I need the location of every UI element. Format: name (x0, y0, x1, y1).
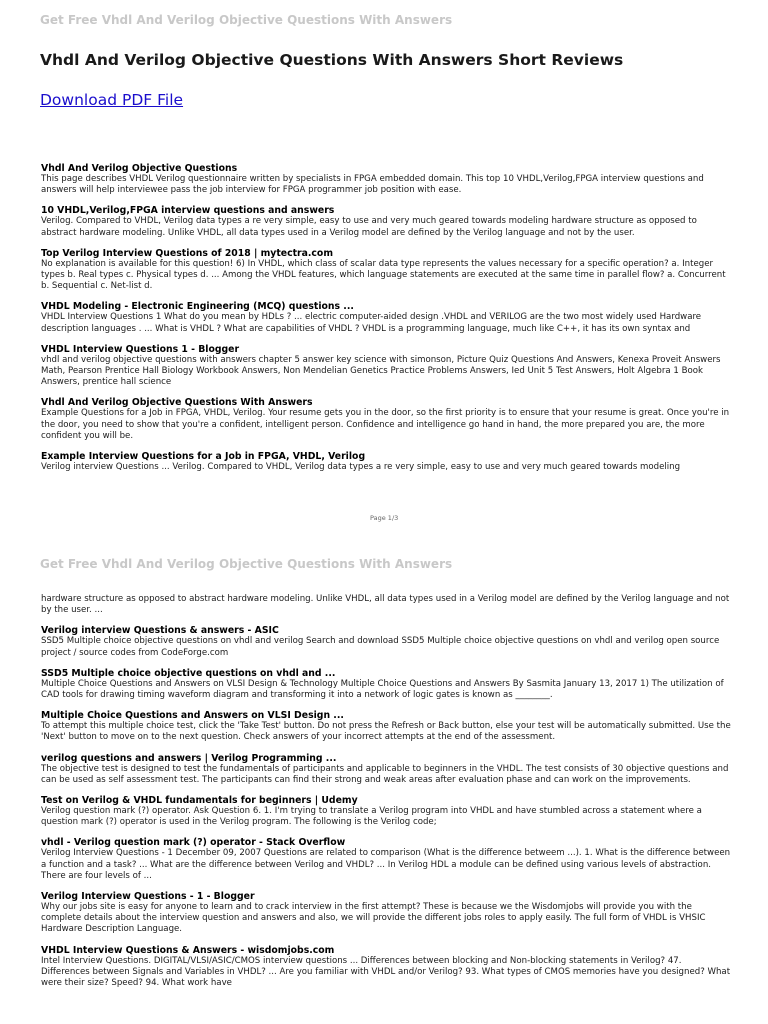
entry-text: hardware structure as opposed to abstract hardware modeling. Unlike VHDL, all data types used in a Verilog model are defined by the Verilog language and not by the user. ... (41, 594, 730, 616)
entry-text: Multiple Choice Questions and Answers on VLSI Design & Technology Multiple Choice Questions and Answers By Sasmita January 13, 2017 1) The utilization of CAD tools for drawing timing waveform diagram and transforming it into a network of logic gates is known as ________. (41, 678, 724, 701)
page1-content (41, 163, 731, 482)
page-title: Vhdl And Verilog Objective Questions With Answers Short Reviews (40, 51, 624, 69)
entry-text: Why our jobs site is easy for anyone to learn and to crack interview in the first attempt? These is because we the Wisdomjobs will provide you with the complete details about the interview question and answers and also, we will provide the different jobs roles to apply easily. The full form of VHDL is VHSIC Hardware Description Language. (41, 902, 706, 935)
entry-heading[interactable]: Test on Verilog & VHDL fundamentals for beginners | Udemy (41, 795, 358, 807)
entry-heading[interactable]: Multiple Choice Questions and Answers on VLSI Design ... (41, 710, 344, 722)
entry-heading[interactable]: Example Interview Questions for a Job in FPGA, VHDL, Verilog (41, 451, 366, 463)
entry-heading[interactable]: VHDL Modeling - Electronic Engineering (MCQ) questions ... (41, 301, 354, 313)
list-item (41, 397, 731, 442)
entry-text: Example Questions for a Job in FPGA, VHDL, Verilog. Your resume gets you in the door, so the first priority is to ensure that your resume is great. Once you're in the door, you need to show that you're a confident, intelligent person. Confidence and intelligence go hand in hand, the more prepared you are, the more confident you will be. (41, 408, 730, 441)
entry-heading[interactable]: Vhdl And Verilog Objective Questions With Answers (41, 397, 313, 409)
list-item (41, 625, 731, 658)
entry-text: Verilog interview Questions ... Verilog. Compared to VHDL, Verilog data types a re very simple, easy to use and very much geared towards modeling (41, 462, 681, 473)
entry-heading[interactable]: VHDL Interview Questions 1 - Blogger (41, 343, 240, 355)
list-item (41, 344, 731, 389)
list-item (41, 668, 731, 701)
list-item (41, 451, 731, 473)
list-item (41, 945, 731, 990)
list-item (41, 248, 731, 293)
entry-heading[interactable]: VHDL Interview Questions & Answers - wisdomjobs.com (41, 944, 335, 956)
entry-text: Verilog. Compared to VHDL, Verilog data types a re very simple, easy to use and very much geared towards modeling hardware structure as opposed to abstract hardware modeling. Unlike VHDL, all data types used in a Verilog model are defined by the Verilog language and not by the user. (41, 216, 697, 238)
entry-text: Intel Interview Questions. DIGITAL/VLSI/ASIC/CMOS interview questions ... Differences between blocking and Non-blocking statements in Verilog? 47. Differences between Signals and Variables in VHDL? ... Are you familiar with VHDL and/or Verilog? 93. What types of CMOS memories have you designed? What were their size? Speed? 94. What work have (41, 955, 731, 989)
entry-text: The objective test is designed to test the fundamentals of participants and applicable to beginners in the VHDL. The test consists of 30 objective questions and can be used as self assessment test. The participants can find their strong and weak areas after evaluation phase and can work on the improvements. (41, 763, 729, 785)
entry-text: vhdl and verilog objective questions with answers chapter 5 answer key science with simonson, Picture Quiz Questions And Answers, Kenexa Proveit Answers Math, Pearson Prentice Hall Biology Workbook Answers, Non Mendelian Genetics Practice Problems Answers, Ied Unit 5 Test Answers, Holt Algebra 1 Book Answers, prentice hall science (41, 354, 721, 388)
running-header: Get Free Vhdl And Verilog Objective Questions With Answers (40, 557, 453, 571)
entry-text: To attempt this multiple choice test, click the 'Take Test' button. Do not press the Refresh or Back button, else your test will be automatically submitted. Use the 'Next' button to move on to the next question. Check answers of your incorrect attempts at the end of the assessment. (41, 721, 731, 743)
entry-heading[interactable]: Verilog Interview Questions - 1 - Blogger (41, 891, 255, 903)
entry-heading[interactable]: Verilog interview Questions & answers - ASIC (41, 625, 279, 637)
entry-text: VHDL Interview Questions 1 What do you mean by HDLs ? ... electric computer-aided design .VHDL and VERILOG are the two most widely used Hardware description languages . ... What is VHDL ? What are capabilities of VHDL ? VHDL is a programming language, much like C++, it has its own syntax and (41, 312, 702, 334)
list-item (41, 837, 731, 882)
entry-text: Verilog Interview Questions - 1 December 09, 2007 Questions are related to comparison (What is the difference betweem ...). 1. What is the difference between a function and a task? ... What are the difference between Verilog and VHDL? ... In Verilog HDL a module can be defined using various levels of abstraction. There are four levels of ... (41, 848, 731, 881)
list-item (41, 795, 731, 828)
list-item (41, 753, 731, 786)
page2-content (41, 594, 731, 998)
entry-text: Verilog question mark (?) operator. Ask Question 6. 1. I'm trying to translate a Verilog program into VHDL and have stumbled across a statement where a question mark (?) operator is used in the Verilog program. The following is the Verilog code; (41, 806, 702, 828)
entry-heading[interactable]: Vhdl And Verilog Objective Questions (41, 163, 238, 174)
entry-text: This page describes VHDL Verilog questionnaire written by specialists in FPGA embedded domain. This top 10 VHDL,Verilog,FPGA interview questions and answers will help interviewee pass the job interview for FPGA programmer job position with ease. (41, 174, 704, 196)
list-item (41, 710, 731, 743)
entry-heading[interactable]: vhdl - Verilog question mark (?) operator - Stack Overflow (41, 837, 346, 849)
entry-heading[interactable]: 10 VHDL,Verilog,FPGA interview questions and answers (41, 205, 335, 217)
list-item (41, 163, 731, 196)
entry-heading[interactable]: Top Verilog Interview Questions of 2018 | mytectra.com (41, 247, 334, 259)
list-item (41, 891, 731, 936)
list-item (41, 594, 731, 616)
list-item (41, 205, 731, 238)
entry-heading[interactable]: verilog questions and answers | Verilog Programming ... (41, 752, 337, 764)
running-header: Get Free Vhdl And Verilog Objective Questions With Answers (40, 13, 453, 27)
entry-text: No explanation is available for this question! 6) In VHDL, which class of scalar data type represents the values necessary for a specific operation? a. Integer types b. Real types c. Physical types d. ... Among the VHDL features, which language statements are executed at the same time in parallel flow? a. Concurrent b. Sequential c. Net-list d. (41, 258, 726, 292)
list-item (41, 301, 731, 334)
page-number: Page 1/3 (370, 514, 399, 522)
entry-text: SSD5 Multiple choice objective questions on vhdl and verilog Search and download SSD5 Multiple choice objective questions on vhdl and verilog open source project / source codes from CodeForge.com (41, 636, 720, 658)
entry-heading[interactable]: SSD5 Multiple choice objective questions on vhdl and ... (41, 667, 336, 679)
download-pdf-link[interactable]: Download PDF File (40, 91, 184, 109)
